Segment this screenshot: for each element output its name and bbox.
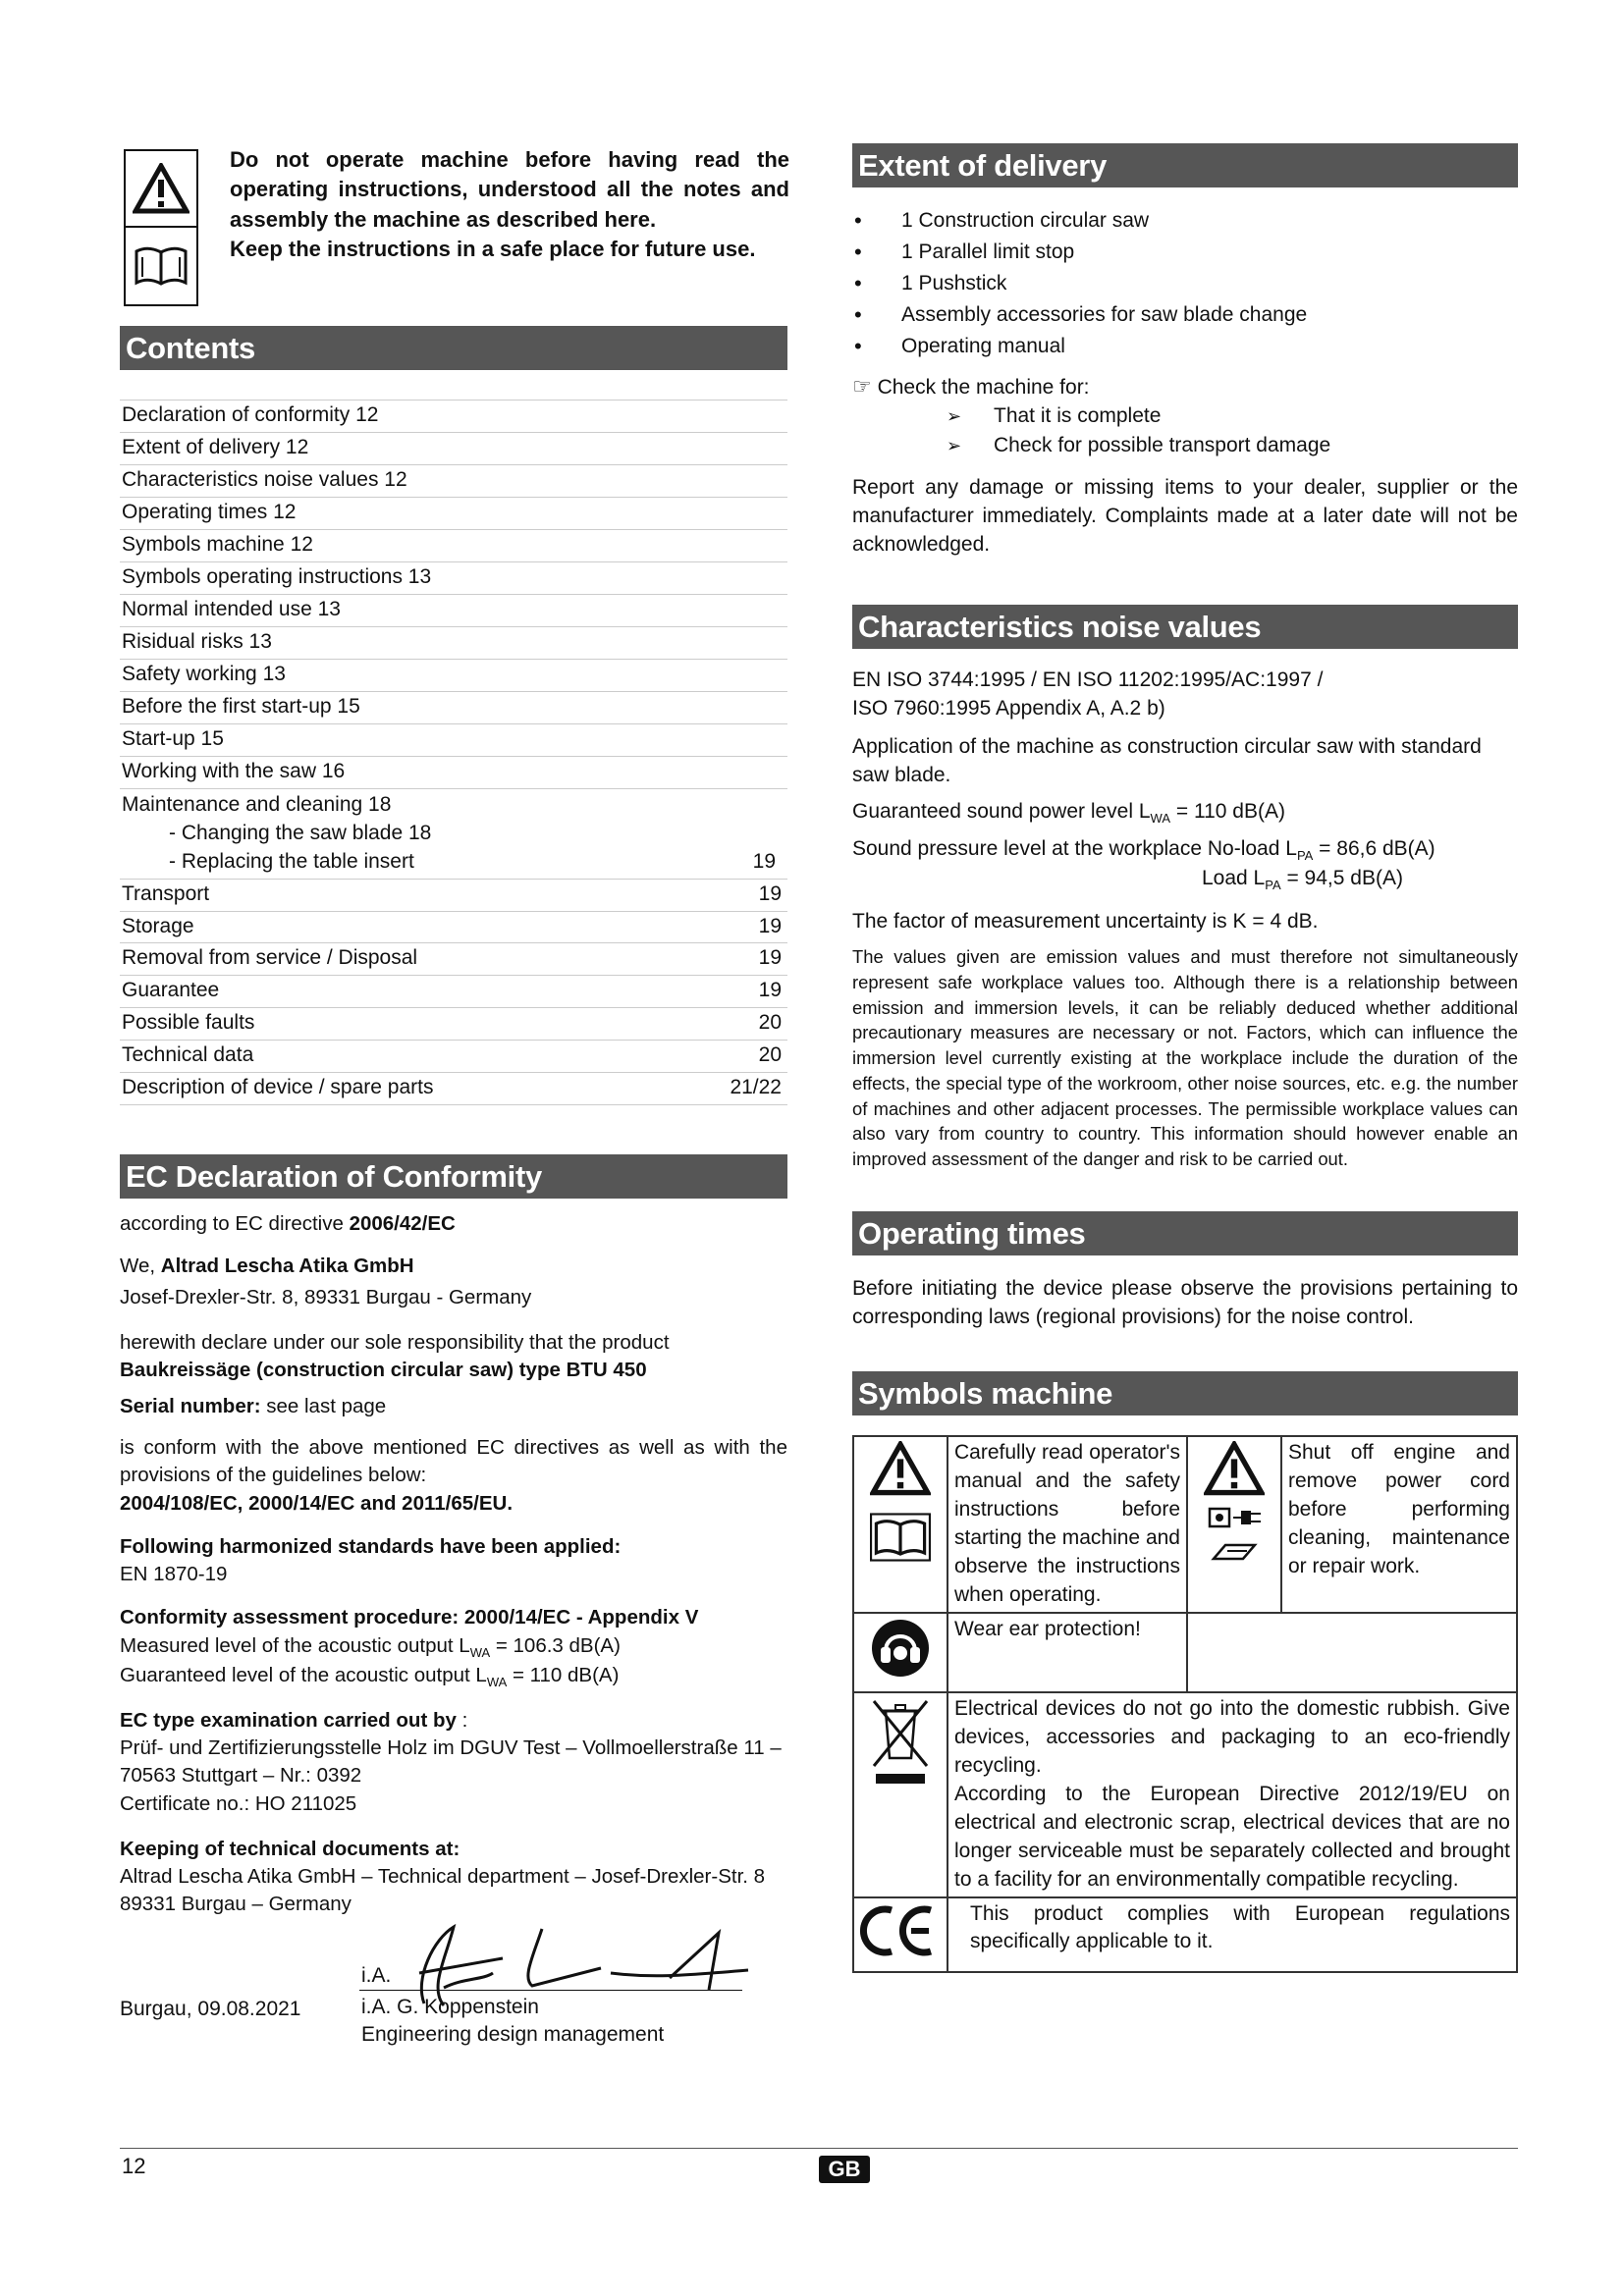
company-address: Josef-Drexler-Str. 8, 89331 Burgau - Germany [120, 1285, 532, 1308]
delivery-item: • 1 Pushstick [852, 268, 1518, 299]
harmonized-value: EN 1870-19 [120, 1563, 228, 1586]
toc-label: Declaration of conformity 12 [122, 403, 379, 426]
toc-page: 21/22 [730, 1076, 782, 1099]
toc-label: Before the first start-up 15 [122, 694, 360, 718]
toc-label: Start-up 15 [122, 726, 224, 750]
pointing-hand-icon: ☞ [852, 374, 872, 399]
check-label: Check the machine for: [877, 376, 1090, 399]
ce-text: This product complies with European regulations specifically applicable to it. [947, 1897, 1517, 1973]
unplug-icon [1204, 1505, 1265, 1530]
conform-directives: 2004/108/EC, 2000/14/EC and 2011/65/EU. [120, 1491, 514, 1515]
signer-name: i.A. G. Koppenstein [361, 1995, 539, 2018]
toc-page: 19 [758, 914, 782, 937]
cleaning-icon [1204, 1539, 1265, 1565]
delivery-heading: Extent of delivery [852, 143, 1518, 187]
keeping-line1: Altrad Lescha Atika GmbH – Technical department – Josef-Drexler-Str. 8 [120, 1865, 766, 1889]
toc-maintenance-label: Maintenance and cleaning 18 [122, 792, 392, 816]
ce-mark-icon [858, 1902, 937, 1959]
check-item: ➢ That it is complete [947, 401, 1518, 431]
toc-label: Symbols operating instructions 13 [122, 564, 432, 588]
toc-page: 19 [758, 946, 782, 970]
weee-icon-cell [853, 1692, 947, 1897]
ia-label: i.A. [361, 1963, 392, 1987]
noise-load: Load $L_{PA} = 94,5$ dB(A) [1202, 867, 1403, 893]
check-list [947, 401, 1518, 460]
noise-explanation: The values given are emission values and must therefore not simultaneously represent safe workplace values too. Although there is a relationship between emission and immersion levels, it can be reliably deduced whether additional precautionary measures are necessary or not. Factors, which can influence the immersion level currently existing at the workplace include the duration of the effects, the special type of the workroom, other noise sources, etc. e.g. the number of machines and other adjacent processes. The permissible workplace values can also vary from country to country. This information should however enable an improved assessment of the danger and risk to be carried out. [852, 946, 1518, 1170]
toc-row-maintenance [120, 789, 787, 880]
check-row [852, 372, 1518, 401]
weee-text [947, 1692, 1517, 1897]
operating-heading: Operating times [852, 1211, 1518, 1255]
toc-row [120, 433, 787, 465]
toc-row [120, 912, 787, 944]
footer-line [120, 2148, 1518, 2149]
noise-pressure: Sound pressure level at the workplace No-load $L_{PA} = 86,6$ dB(A) [852, 836, 1435, 864]
toc-maintenance-sub2: - Replacing the table insert [169, 849, 414, 873]
noise-uncertainty: The factor of measurement uncertainty is K = 4 dB. [852, 910, 1319, 934]
directive-value: 2006/42/EC [349, 1212, 456, 1236]
toc-row [120, 498, 787, 530]
manual-book-icon [126, 228, 196, 304]
noise-heading: Characteristics noise values [852, 605, 1518, 649]
measured-level: Measured level of the acoustic output $L_{WA} = 106.3$ dB(A) [120, 1633, 621, 1660]
toc-label: Removal from service / Disposal [122, 946, 418, 970]
keeping-line2: 89331 Burgau – Germany [120, 1893, 352, 1916]
guaranteed-level: Guaranteed level of the acoustic output $L_{WA} = 110$ dB(A) [120, 1663, 620, 1689]
signature-area [120, 1919, 787, 2066]
toc-page: 20 [758, 1043, 782, 1067]
delivery-item: • 1 Parallel limit stop [852, 237, 1518, 268]
page-number: 12 [122, 2154, 146, 2178]
left-column [120, 145, 787, 2066]
read-manual-icon-cell [853, 1436, 947, 1613]
toc-row [120, 465, 787, 498]
toc-page: 20 [758, 1011, 782, 1035]
toc-label: Possible faults [122, 1011, 255, 1035]
contents-table [120, 400, 787, 1105]
toc-label: Risidual risks 13 [122, 629, 272, 653]
ear-protection-text: Wear ear protection! [947, 1613, 1187, 1692]
toc-label: Description of device / spare parts [122, 1076, 434, 1099]
toc-label: Storage [122, 914, 194, 937]
declaration-body: according to EC directive 2006/42/EC We, Altrad Lescha Atika GmbH Josef-Drexler-Str. 8, 89331 Burgau - Germany herewith declare under our sole responsibility that the product Baukreissäge (construction circular saw) type BTU 450 Serial number: see last page is conform with the above mentioned EC directives as well as with the provisions of the guidelines below: 2004/108/EC, 2000/14/EC and 2011/65/EU. Following harmonized standards have been applied: EN 1870-19 Conformity assessment procedure: 2000/14/EC - Appendix V Measured level of the acoustic output $L_{WA} = 106.3$ dB(A) Guaranteed level of the acoustic output $L_{WA} = 110$ dB(A) EC type examination carried out by : Prüf- und Zertifizierungsstelle Holz im DGUV Test – Vollmoellerstraße 11 – 70563 Stuttgart – Nr.: 0392 Certificate no.: HO 211025 Keeping of technical documents at: Altrad Lescha Atika GmbH – Technical department – Josef-Drexler-Str. 8 89331 Burgau – Germany [120, 1210, 787, 1918]
delivery-list [852, 205, 1518, 362]
manual-book-icon [870, 1513, 931, 1562]
toc-row [120, 400, 787, 433]
toc-row [120, 757, 787, 789]
ectype-label: EC type examination carried out by [120, 1708, 457, 1732]
weee-text2: According to the European Directive 2012/19/EU on electrical and electronic scrap, electrical devices that are no longer serviceable must be separately collected and brought to a facility for an environmentally compatible recycling. [954, 1782, 1510, 1891]
serial-label: Serial number: [120, 1394, 261, 1417]
noise-standards1: EN ISO 3744:1995 / EN ISO 11202:1995/AC:1997 / [852, 667, 1324, 691]
company-name: Altrad Lescha Atika GmbH [160, 1254, 414, 1277]
warning-triangle-icon [1204, 1441, 1265, 1496]
toc-maintenance-sub2-page: 19 [752, 849, 776, 873]
warning-triangle-icon [126, 151, 196, 228]
toc-row [120, 692, 787, 724]
toc-label: Extent of delivery 12 [122, 435, 309, 458]
ectype-line3: Certificate no.: HO 211025 [120, 1791, 357, 1815]
toc-row [120, 880, 787, 912]
warning-triangle-icon [870, 1441, 931, 1496]
weee-text1: Electrical devices do not go into the domestic rubbish. Give devices, accessories and packaging to an eco-friendly recycling. [954, 1696, 1510, 1777]
warning-line2: Keep the instructions in a safe place for future use. [230, 237, 756, 262]
toc-row [120, 1073, 787, 1105]
delivery-item: • 1 Construction circular saw [852, 205, 1518, 237]
place-date: Burgau, 09.08.2021 [120, 1997, 301, 2020]
right-column [852, 143, 1518, 1973]
noise-standards2: ISO 7960:1995 Appendix A, A.2 b) [852, 696, 1165, 720]
ectype-line2: 70563 Stuttgart – Nr.: 0392 [120, 1764, 362, 1788]
we-label: We, [120, 1254, 161, 1277]
toc-page: 19 [758, 881, 782, 905]
report-text: Report any damage or missing items to your dealer, supplier or the manufacturer immediately. Complaints made at a later date will not be acknowledged. [852, 476, 1518, 556]
crossed-bin-icon [870, 1697, 931, 1788]
keeping-label: Keeping of technical documents at: [120, 1837, 460, 1860]
read-manual-text: Carefully read operator's manual and the safety instructions before starting the machine and observe the instructions when operating. [947, 1436, 1187, 1613]
delivery-item: • Operating manual [852, 331, 1518, 362]
toc-page: 19 [758, 979, 782, 1002]
harmonized-label: Following harmonized standards have been applied: [120, 1534, 622, 1558]
toc-label: Technical data [122, 1043, 254, 1067]
symbols-table [852, 1435, 1518, 1974]
toc-maintenance-sub1: - Changing the saw blade 18 [169, 821, 432, 844]
toc-label: Normal intended use 13 [122, 597, 341, 620]
toc-row [120, 627, 787, 660]
toc-label: Operating times 12 [122, 500, 297, 523]
toc-label: Transport [122, 881, 210, 905]
warning-text [230, 145, 789, 264]
toc-row [120, 660, 787, 692]
contents-heading: Contents [120, 326, 787, 370]
ear-protection-icon-cell [853, 1613, 947, 1692]
delivery-item: • Assembly accessories for saw blade change [852, 299, 1518, 331]
declaration-heading: EC Declaration of Conformity [120, 1154, 787, 1199]
toc-row [120, 530, 787, 562]
toc-row [120, 976, 787, 1008]
check-item: ➢ Check for possible transport damage [947, 431, 1518, 460]
toc-label: Characteristics noise values 12 [122, 467, 407, 491]
toc-label: Guarantee [122, 979, 220, 1002]
toc-row [120, 562, 787, 595]
toc-row [120, 1041, 787, 1073]
signature-line [359, 1990, 742, 1991]
language-badge: GB [819, 2156, 870, 2183]
warning-block [120, 145, 787, 312]
noise-application: Application of the machine as construction circular saw with standard saw blade. [852, 734, 1482, 786]
noise-power: Guaranteed sound power level $L_{WA} = 110$ dB(A) [852, 799, 1285, 826]
toc-row [120, 724, 787, 757]
product-name: Baukreissäge (construction circular saw) type BTU 450 [120, 1359, 647, 1382]
warning-line1: Do not operate machine before having read the operating instructions, understood all the notes and assembly the machine as described here. [230, 147, 789, 232]
conform-text: is conform with the above mentioned EC directives as well as with the provisions of the guidelines below: [120, 1436, 787, 1487]
toc-row [120, 1008, 787, 1041]
serial-value: see last page [260, 1394, 387, 1417]
ectype-line1: Prüf- und Zertifizierungsstelle Holz im DGUV Test – Vollmoellerstraße 11 – [120, 1736, 782, 1760]
signer-role: Engineering design management [361, 2022, 665, 2046]
toc-row [120, 595, 787, 627]
ce-icon-cell [853, 1897, 947, 1973]
empty-cell [1187, 1613, 1517, 1692]
toc-label: Symbols machine 12 [122, 532, 313, 556]
toc-label: Safety working 13 [122, 662, 286, 685]
shut-off-text: Shut off engine and remove power cord before performing cleaning, maintenance or repair work. [1281, 1436, 1517, 1613]
directive-prefix: according to EC directive [120, 1212, 350, 1236]
shut-off-icon-cell [1187, 1436, 1281, 1613]
toc-label: Working with the saw 16 [122, 759, 346, 782]
ear-protection-icon [870, 1618, 931, 1679]
operating-text: Before initiating the device please observe the provisions pertaining to corresponding laws (regional provisions) for the noise control. [852, 1277, 1518, 1328]
toc-row [120, 943, 787, 976]
procedure-label: Conformity assessment procedure: 2000/14/EC - Appendix V [120, 1606, 699, 1629]
warning-icon-box [124, 149, 198, 306]
herewith-text: herewith declare under our sole responsibility that the product [120, 1331, 670, 1355]
symbols-heading: Symbols machine [852, 1371, 1518, 1415]
